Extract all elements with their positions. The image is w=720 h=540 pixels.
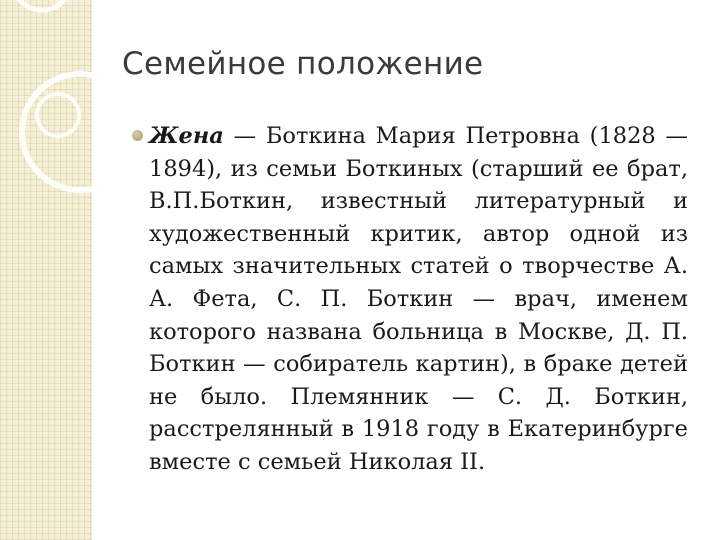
decorative-circles — [0, 0, 120, 540]
slide-body — [132, 120, 688, 479]
bullet-paragraph — [149, 120, 688, 479]
bullet-text: — Боткина Мария Петровна (1828 —1894), из семьи Боткиных (старший ее брат, В.П.Боткин, известный литературный и художественный критик, автор одной из самых значительных статей о творчестве А. А. Фета, С. П. Боткин — врач, именем которого названа больница в Москве, Д. П. Боткин — собиратель картин), в браке детей не было. Племянник — С. Д. Боткин, расстрелянный в 1918 году в Екатеринбурге вместе с семьей Николая II. — [149, 123, 688, 475]
bullet-lead-word: Жена — [149, 123, 224, 149]
bullet-dot-icon — [132, 130, 143, 141]
slide-title: Семейное положение — [122, 46, 484, 82]
